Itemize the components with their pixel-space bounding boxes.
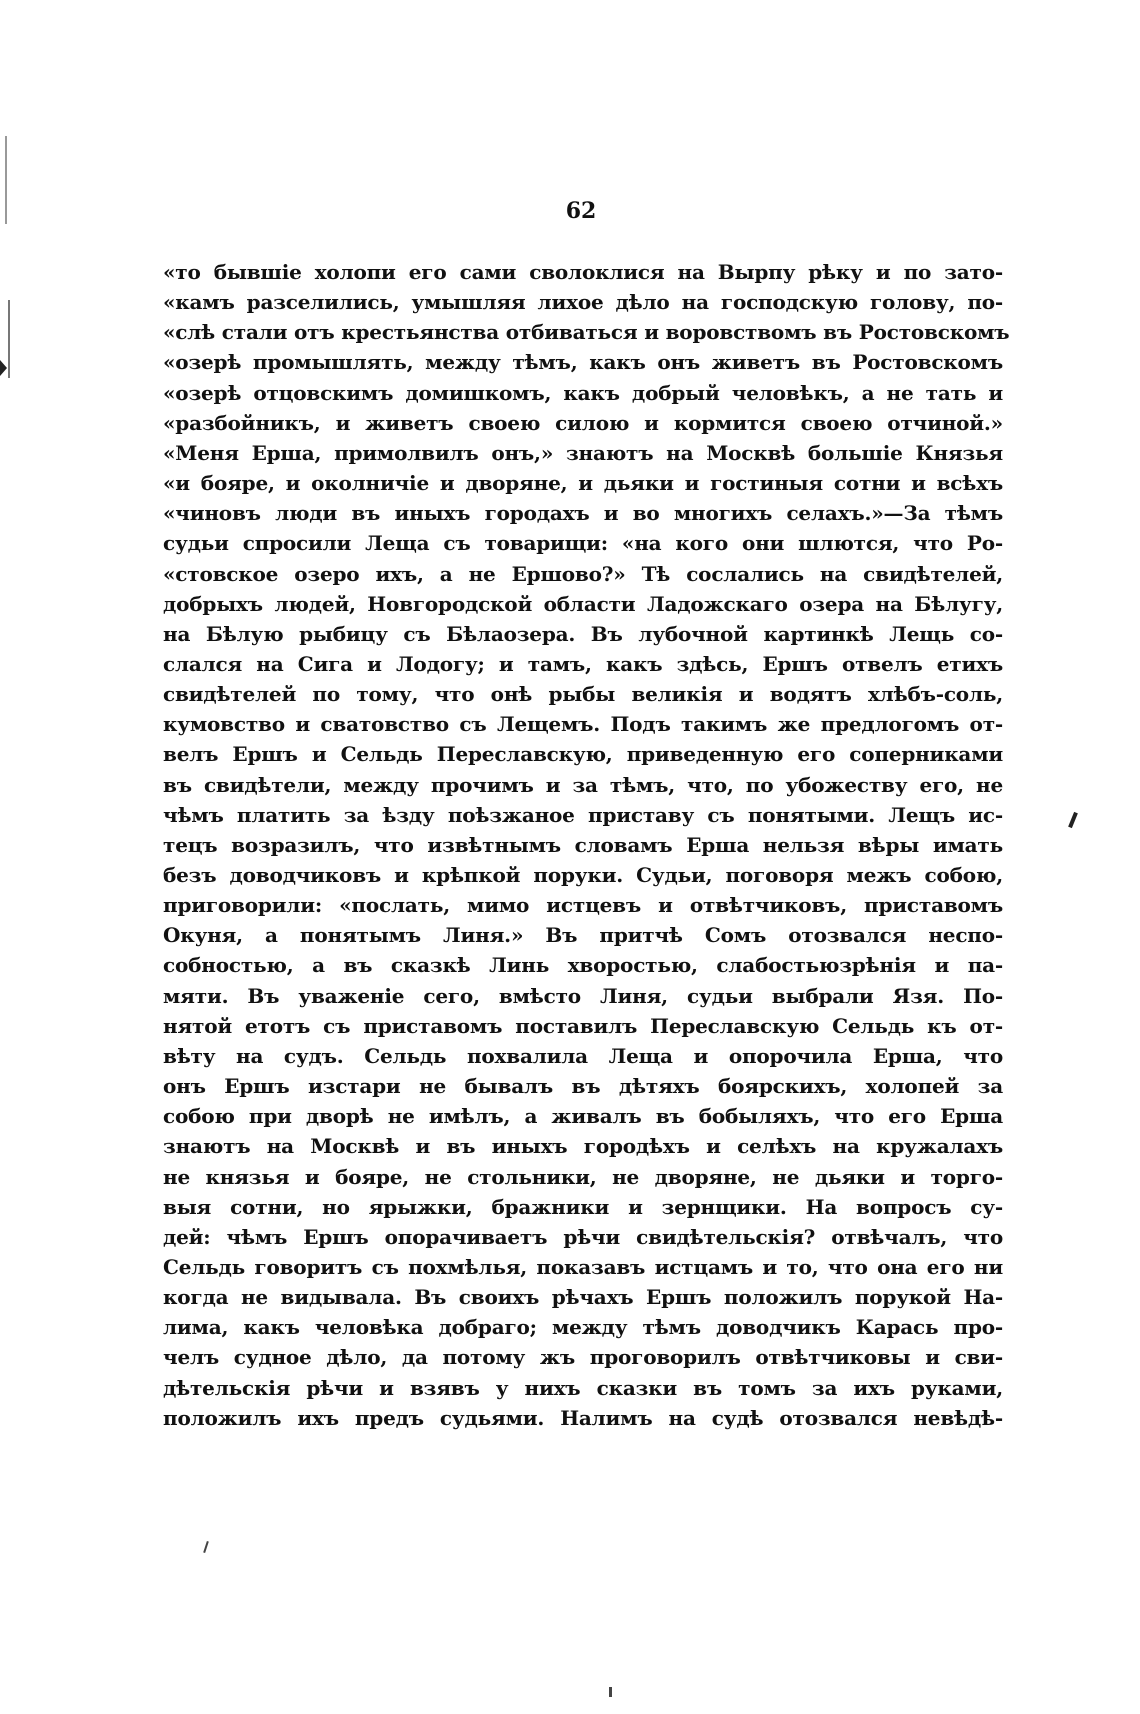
text-line: «слѣ стали отъ крестьянства отбиваться и воровствомъ въ Ростовскомъ <box>163 320 1010 345</box>
text-line: слался на Сига и Лодогу; и тамъ, какъ здѣсь, Ершъ отвелъ етихъ <box>163 651 1003 676</box>
text-line: Сельдь говоритъ съ похмѣлья, показавъ истцамъ и то, что она его ни <box>163 1254 1003 1279</box>
text-line: Окуня, а понятымъ Линя.» Въ притчѣ Сомъ отозвался неспо- <box>163 923 1003 948</box>
text-line: свидѣтелей по тому, что онѣ рыбы великія и водятъ хлѣбъ-соль, <box>163 682 1003 707</box>
text-line: челъ судное дѣло, да потому жъ проговорилъ отвѣтчиковы и сви- <box>163 1345 1003 1370</box>
text-line: на Бѣлую рыбицу съ Бѣлаозера. Въ лубочной картинкѣ Лещь со- <box>163 621 1003 646</box>
text-line: не князья и бояре, не стольники, не дворяне, не дьяки и торго- <box>163 1164 1003 1189</box>
text-line: онъ Ершъ изстари не бывалъ въ дѣтяхъ боярскихъ, холопей за <box>163 1074 1003 1099</box>
text-line: вѣту на судъ. Сельдь похвалила Леща и опорочила Ерша, что <box>163 1043 1003 1068</box>
text-line: «Меня Ерша, примолвилъ онъ,» знаютъ на Москвѣ большіе Князья <box>163 440 1003 465</box>
text-line: знаютъ на Москвѣ и въ иныхъ городѣхъ и селѣхъ на кружалахъ <box>163 1134 1003 1159</box>
text-line: «камъ разселились, умышляя лихое дѣло на господскую голову, по- <box>163 290 1003 315</box>
bottom-edge-mark <box>609 1687 612 1697</box>
text-line: безъ доводчиковъ и крѣпкой поруки. Судьи, поговоря межъ собою, <box>163 863 1003 887</box>
text-line: лима, какъ человѣка добраго; между тѣмъ доводчикъ Карась про- <box>163 1315 1003 1340</box>
left-margin-notch <box>0 360 7 376</box>
text-line: приговорили: «послать, мимо истцевъ и отвѣтчиковъ, приставомъ <box>163 893 1003 918</box>
text-line: «разбойникъ, и живетъ своею силою и кормится своею отчиной.» <box>163 410 1003 435</box>
text-line: «и бояре, и околничіе и дворяне, и дьяки и гостиныя сотни и всѣхъ <box>163 471 1003 496</box>
text-line: судьи спросили Леща съ товарищи: «на кого они шлются, что Ро- <box>163 531 1003 556</box>
text-line: собностью, а въ сказкѣ Линь хворостью, слабостьюзрѣнія и па- <box>163 953 1003 978</box>
text-line: выя сотни, но ярыжки, бражники и зернщики. На вопросъ су- <box>163 1194 1003 1219</box>
text-line: мяти. Въ уваженіе сего, вмѣсто Линя, судьи выбрали Язя. По- <box>163 983 1003 1008</box>
text-line: положилъ ихъ предъ судьями. Налимъ на судѣ отозвался невѣдѣ- <box>163 1405 1003 1430</box>
text-line: «озерѣ промышлять, между тѣмъ, какъ онъ живетъ въ Ростовскомъ <box>163 350 1003 375</box>
text-line: когда не видывала. Въ своихъ рѣчахъ Ершъ положилъ порукой На- <box>163 1285 1003 1310</box>
text-line: «то бывшіе холопи его сами сволоклися на Вырпу рѣку и по зато- <box>163 260 1003 284</box>
bottom-margin-tick <box>203 1541 209 1553</box>
text-line: собою при дворѣ не имѣлъ, а живалъ въ бобыляхъ, что его Ерша <box>163 1104 1003 1129</box>
right-margin-tick <box>1068 812 1078 828</box>
page-number: 62 <box>565 198 597 224</box>
text-line: чѣмъ платить за ѣзду поѣзжаное приставу съ понятыми. Лещъ ис- <box>163 802 1003 827</box>
text-line: нятой етотъ съ приставомъ поставилъ Переславскую Сельдь къ от- <box>163 1013 1003 1038</box>
text-line: въ свидѣтели, между прочимъ и за тѣмъ, что, по убожеству его, не <box>163 772 1003 797</box>
text-line: кумовство и сватовство съ Лещемъ. Подъ такимъ же предлогомъ от- <box>163 712 1003 737</box>
text-line: дей: чѣмъ Ершъ опорачиваетъ рѣчи свидѣтельскія? отвѣчалъ, что <box>163 1224 1003 1249</box>
text-line: велъ Ершъ и Сельдь Переславскую, приведенную его соперниками <box>163 742 1003 767</box>
text-line: дѣтельскія рѣчи и взявъ у нихъ сказки въ томъ за ихъ руками, <box>163 1375 1003 1400</box>
text-line: «стовское озеро ихъ, а не Ершово?» Тѣ сослались на свидѣтелей, <box>163 561 1003 586</box>
left-edge-line <box>5 136 7 224</box>
text-line: «чиновъ люди въ иныхъ городахъ и во многихъ селахъ.»—За тѣмъ <box>163 501 1003 526</box>
text-line: «озерѣ отцовскимъ домишкомъ, какъ добрый человѣкъ, а не тать и <box>163 380 1003 405</box>
text-line: добрыхъ людей, Новгородской области Ладожскаго озера на Бѣлугу, <box>163 591 1003 616</box>
text-line: тецъ возразилъ, что извѣтнымъ словамъ Ерша нельзя вѣры имать <box>163 832 1003 857</box>
